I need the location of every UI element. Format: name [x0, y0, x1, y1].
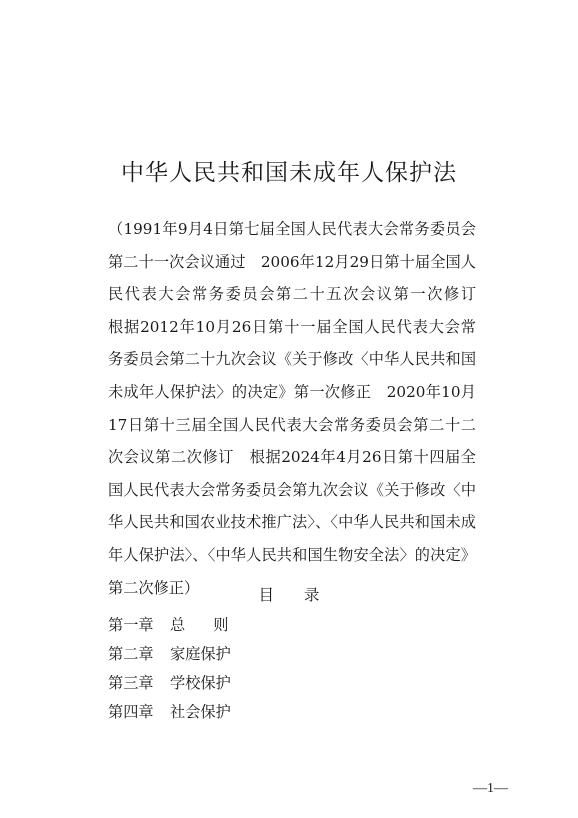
history-line: 民代表大会常务委员会第二十五次会议第一次修订 — [108, 285, 476, 304]
chapter-name: 家庭保护 — [170, 645, 231, 663]
toc-heading — [0, 583, 578, 605]
history-line: （1991年9月4日第七届全国人民代表大会常务委员会 — [108, 220, 476, 238]
history-line: 第二十一次会议通过 2006年12月29日第十届全国人 — [108, 252, 476, 271]
chapter-name: 总则 — [170, 616, 257, 634]
history-line: 国人民代表大会常务委员会第九次会议《关于修改〈中 — [108, 480, 476, 499]
toc-item-chapter-2[interactable] — [108, 640, 476, 669]
chapter-number: 第一章 — [108, 616, 154, 634]
document-title: 中华人民共和国未成年人保护法 — [121, 160, 457, 186]
history-line: 华人民共和国农业技术推广法〉、〈中华人民共和国未成 — [108, 513, 476, 532]
toc-heading-right: 录 — [304, 586, 320, 604]
chapter-number: 第三章 — [108, 674, 154, 692]
toc-item-chapter-3[interactable] — [108, 669, 476, 698]
history-line: 根据2012年10月26日第十一届全国人民代表大会常 — [108, 317, 476, 336]
chapter-number: 第四章 — [108, 703, 154, 721]
toc-item-chapter-4[interactable] — [108, 698, 476, 727]
history-line: 未成年人保护法〉的决定》第一次修正 2020年10月 — [108, 382, 476, 401]
legislative-history — [108, 213, 476, 604]
history-line: 17日第十三届全国人民代表大会常务委员会第二十二 — [108, 415, 476, 434]
toc-heading-left: 目 — [258, 586, 274, 604]
toc-item-chapter-1[interactable] — [108, 611, 476, 640]
chapter-name: 学校保护 — [170, 674, 231, 692]
page-number: —1— — [473, 781, 508, 796]
history-line: 年人保护法〉、〈中华人民共和国生物安全法〉的决定》 — [108, 545, 476, 564]
chapter-name: 社会保护 — [170, 703, 231, 721]
table-of-contents — [108, 611, 476, 727]
chapter-number: 第二章 — [108, 645, 154, 663]
history-line: 次会议第二次修订 根据2024年4月26日第十四届全 — [108, 448, 476, 467]
history-line: 第二次修正） — [108, 578, 200, 597]
history-line: 务委员会第二十九次会议《关于修改〈中华人民共和国 — [108, 350, 476, 369]
